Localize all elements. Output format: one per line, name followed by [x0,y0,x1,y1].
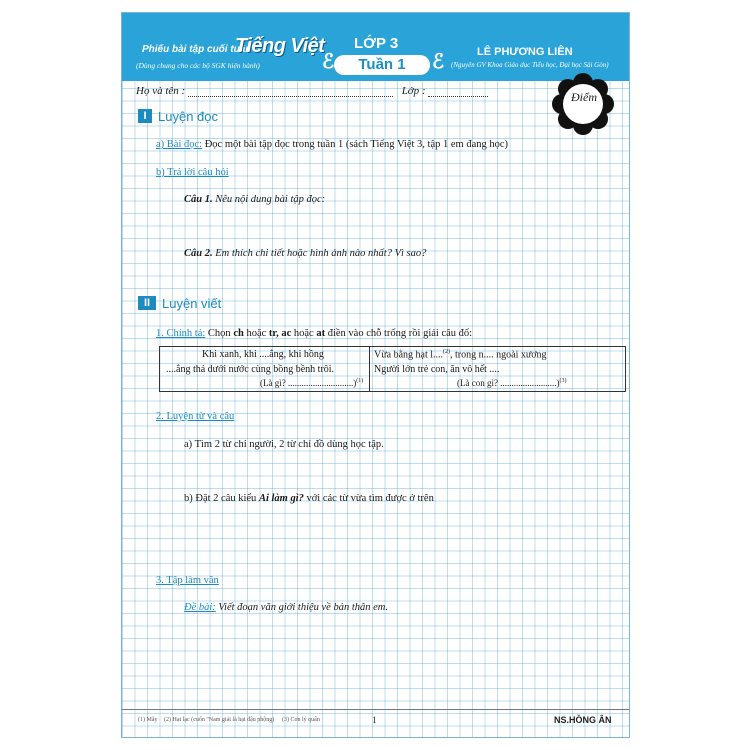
essay-topic [184,602,388,613]
class-label: Lớp : [401,85,426,97]
score-label: Điểm [571,90,597,104]
vocab-b [184,493,434,504]
week-label: Tuần 1 [334,55,430,75]
riddle2-ref: (3) [559,378,567,384]
header-small-title: Phiếu bài tập cuối tuần [142,44,252,55]
author-name: LÊ PHƯƠNG LIÊN [477,46,573,58]
question-1 [184,194,325,205]
spelling-tr: tr, [268,328,279,339]
grade-label: LỚP 3 [354,35,399,52]
footer-rule [122,709,629,710]
riddle2-line2: Người lớn trẻ con, ăn vô hết .... [374,364,500,375]
name-line [136,85,488,97]
publisher: NS.HỒNG ÂN [554,715,612,725]
essay-label: 3. Tập làm văn [156,575,219,586]
riddle2-ref-a: (2) [443,349,451,355]
question-2-text: Em thích chi tiết hoặc hình ảnh nào nhất? Vì sao? [215,248,427,259]
question-2-label: Câu 2. [184,248,213,259]
page-number: 1 [372,715,377,725]
riddle-divider [369,346,370,392]
vocab-label: 2. Luyện từ và câu [156,411,235,422]
riddle1-ref: (1) [356,378,364,384]
question-2 [184,248,426,259]
class-field[interactable] [428,96,488,97]
spelling-or2: hoặc [293,328,314,339]
riddle1-line1: Khi xanh, khi ....ắng, khi hồng [202,349,324,360]
header-subtitle: (Dùng chung cho các bộ SGK hiện hành) [136,61,260,70]
worksheet-page [121,12,630,738]
vocab-a: a) Tìm 2 từ chỉ người, 2 từ chỉ đồ dùng học tập. [184,439,384,450]
section1-number: I [138,109,152,123]
vocab-b-pre: b) Đặt 2 câu kiểu [184,493,257,504]
essay-topic-text: Viết đoạn văn giới thiệu về bản thân em. [218,602,389,613]
reading-task-text: Đọc một bài tập đọc trong tuần 1 (sách Tiếng Việt 3, tập 1 em đang học) [204,139,509,150]
essay-topic-label: Đề bài: [184,602,216,613]
spelling-or1: hoặc [246,328,267,339]
spelling-text-pre: Chọn [207,328,231,339]
spelling-task [156,328,472,339]
footnote-1: (1) Mây [138,717,158,723]
author-role: (Nguyên GV Khoa Giáo dục Tiểu học, Đại học Sài Gòn) [451,61,609,69]
right-curl-ornament: ℰ [432,51,445,73]
question-1-text: Nêu nội dung bài tập đọc: [215,194,326,205]
riddle2-line1 [374,349,547,360]
name-field[interactable] [188,96,393,97]
left-curl-ornament: ℰ [322,51,335,73]
answer-questions-label: b) Trả lời câu hỏi [156,167,229,178]
spelling-ch: ch [233,328,244,339]
spelling-text-post: điền vào chỗ trống rồi giải câu đố: [327,328,473,339]
riddle2-answer [457,378,566,388]
footnote-2: (2) Hạt lạc (cuốn "Nam giải là hạt đậu phộng) [164,717,275,723]
riddle2-line1-b: , trong n.... ngoài xương [450,349,547,361]
section1-title: Luyện đọc [158,109,218,124]
riddle1-answer-text: (Là gì? .............................) [260,378,357,388]
spelling-label: 1. Chính tả: [156,328,206,339]
name-label: Họ và tên : [136,85,186,97]
riddle1-answer [260,378,363,388]
spelling-ac: ac [281,328,292,339]
spelling-at: at [316,328,326,339]
vocab-b-post: với các từ vừa tìm được ở trên [306,493,434,504]
section2-number: II [138,296,156,310]
vocab-b-bold: Ai làm gì? [258,493,304,504]
header-title: Tiếng Việt [235,35,325,57]
footnote-3: (3) Con lý quấn [282,717,320,723]
question-1-label: Câu 1. [184,194,213,205]
riddle2-line1-a: Vừa bằng hạt l.... [374,349,444,361]
reading-task-label: a) Bài đọc: [156,139,203,150]
section2-title: Luyện viết [162,296,222,311]
riddle2-answer-text: (Là con gì? .........................) [457,378,560,388]
riddle1-line2: ....ắng thả dưới nước cùng bồng bềnh trôi. [166,364,335,375]
reading-task [156,139,508,150]
